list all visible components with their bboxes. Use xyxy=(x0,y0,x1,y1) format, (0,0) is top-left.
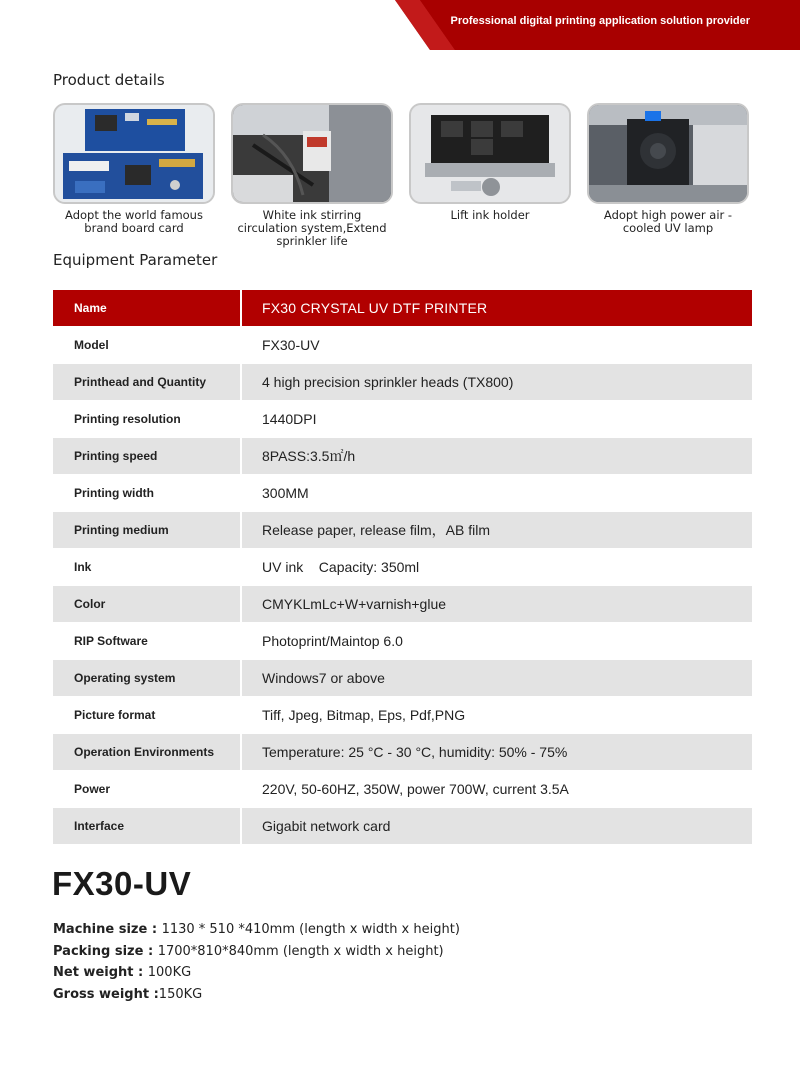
param-value: FX30 CRYSTAL UV DTF PRINTER xyxy=(242,290,752,326)
param-key: Interface xyxy=(53,808,240,844)
ink-holder-photo-icon xyxy=(409,103,571,204)
param-value: 8PASS:3.5㎡/h xyxy=(242,438,752,474)
param-key: RIP Software xyxy=(53,623,240,659)
table-row xyxy=(53,660,752,697)
product-tile-caption: White ink stirring circulation system,Extend sprinkler life xyxy=(237,208,387,248)
spec-value: 1130 * 510 *410mm (length x width x height) xyxy=(161,922,460,937)
model-specs xyxy=(53,919,460,1005)
param-value: 4 high precision sprinkler heads (TX800) xyxy=(242,364,752,400)
product-tile-caption: Adopt high power air - cooled UV lamp xyxy=(603,208,733,235)
param-key: Printing resolution xyxy=(53,401,240,437)
product-tile-caption: Lift ink holder xyxy=(450,208,530,222)
param-value: CMYKLmLc+W+varnish+glue xyxy=(242,586,752,622)
spec-line xyxy=(53,941,460,963)
spec-value: 1700*810*840mm (length x width x height) xyxy=(157,943,444,959)
table-row xyxy=(53,401,752,438)
product-tile-caption: Adopt the world famous brand board card xyxy=(65,208,203,235)
uv-lamp-photo-icon xyxy=(587,103,749,204)
spec-line xyxy=(53,962,460,984)
spec-label: Machine size : xyxy=(53,922,162,937)
circuit-board-photo-icon xyxy=(53,103,215,204)
param-value: Release paper, release film，AB film xyxy=(242,512,752,548)
product-tile-board xyxy=(53,103,215,235)
param-value: Temperature: 25 °C - 30 °C, humidity: 50% - 75% xyxy=(242,734,752,770)
param-key: Power xyxy=(53,771,240,807)
param-value: Photoprint/Maintop 6.0 xyxy=(242,623,752,659)
spec-label: Net weight : xyxy=(53,965,148,980)
table-row xyxy=(53,734,752,771)
ink-circulation-photo-icon xyxy=(231,103,393,204)
table-row xyxy=(53,697,752,734)
param-key: Model xyxy=(53,327,240,363)
table-row xyxy=(53,438,752,475)
param-value: UV ink Capacity: 350ml xyxy=(242,549,752,585)
param-key: Printing medium xyxy=(53,512,240,548)
param-key: Operation Environments xyxy=(53,734,240,770)
param-value: FX30-UV xyxy=(242,327,752,363)
param-key: Printing width xyxy=(53,475,240,511)
parameter-table xyxy=(53,290,752,845)
param-value: Tiff, Jpeg, Bitmap, Eps, Pdf,PNG xyxy=(242,697,752,733)
table-row xyxy=(53,290,752,327)
table-row xyxy=(53,623,752,660)
param-value: 300MM xyxy=(242,475,752,511)
table-row xyxy=(53,549,752,586)
table-row xyxy=(53,771,752,808)
product-details-title: Product details xyxy=(53,71,165,89)
param-key: Picture format xyxy=(53,697,240,733)
product-tile-ink-circulation xyxy=(231,103,393,248)
param-key: Color xyxy=(53,586,240,622)
spec-value: 100KG xyxy=(147,965,192,980)
param-key: Name xyxy=(53,290,240,326)
param-value: 220V, 50-60HZ, 350W, power 700W, current 3.5A xyxy=(242,771,752,807)
table-row xyxy=(53,475,752,512)
spec-line xyxy=(53,984,460,1006)
spec-label: Packing size : xyxy=(53,943,158,959)
spec-label: Gross weight : xyxy=(53,986,159,1002)
param-key: Ink xyxy=(53,549,240,585)
header-tagline: Professional digital printing application solution provider xyxy=(450,15,750,27)
param-key: Printhead and Quantity xyxy=(53,364,240,400)
product-tile-uv-lamp xyxy=(587,103,749,235)
equipment-parameter-title: Equipment Parameter xyxy=(53,251,218,269)
table-row xyxy=(53,512,752,549)
param-key: Operating system xyxy=(53,660,240,696)
spec-line xyxy=(53,919,460,941)
top-banner xyxy=(0,0,800,50)
param-value: 1440DPI xyxy=(242,401,752,437)
product-tile-ink-holder xyxy=(409,103,571,222)
model-title: FX30-UV xyxy=(52,865,192,902)
table-row xyxy=(53,808,752,845)
param-value: Gigabit network card xyxy=(242,808,752,844)
table-row xyxy=(53,327,752,364)
spec-value: 150KG xyxy=(158,986,203,1002)
param-key: Printing speed xyxy=(53,438,240,474)
table-row xyxy=(53,364,752,401)
param-value: Windows7 or above xyxy=(242,660,752,696)
table-row xyxy=(53,586,752,623)
